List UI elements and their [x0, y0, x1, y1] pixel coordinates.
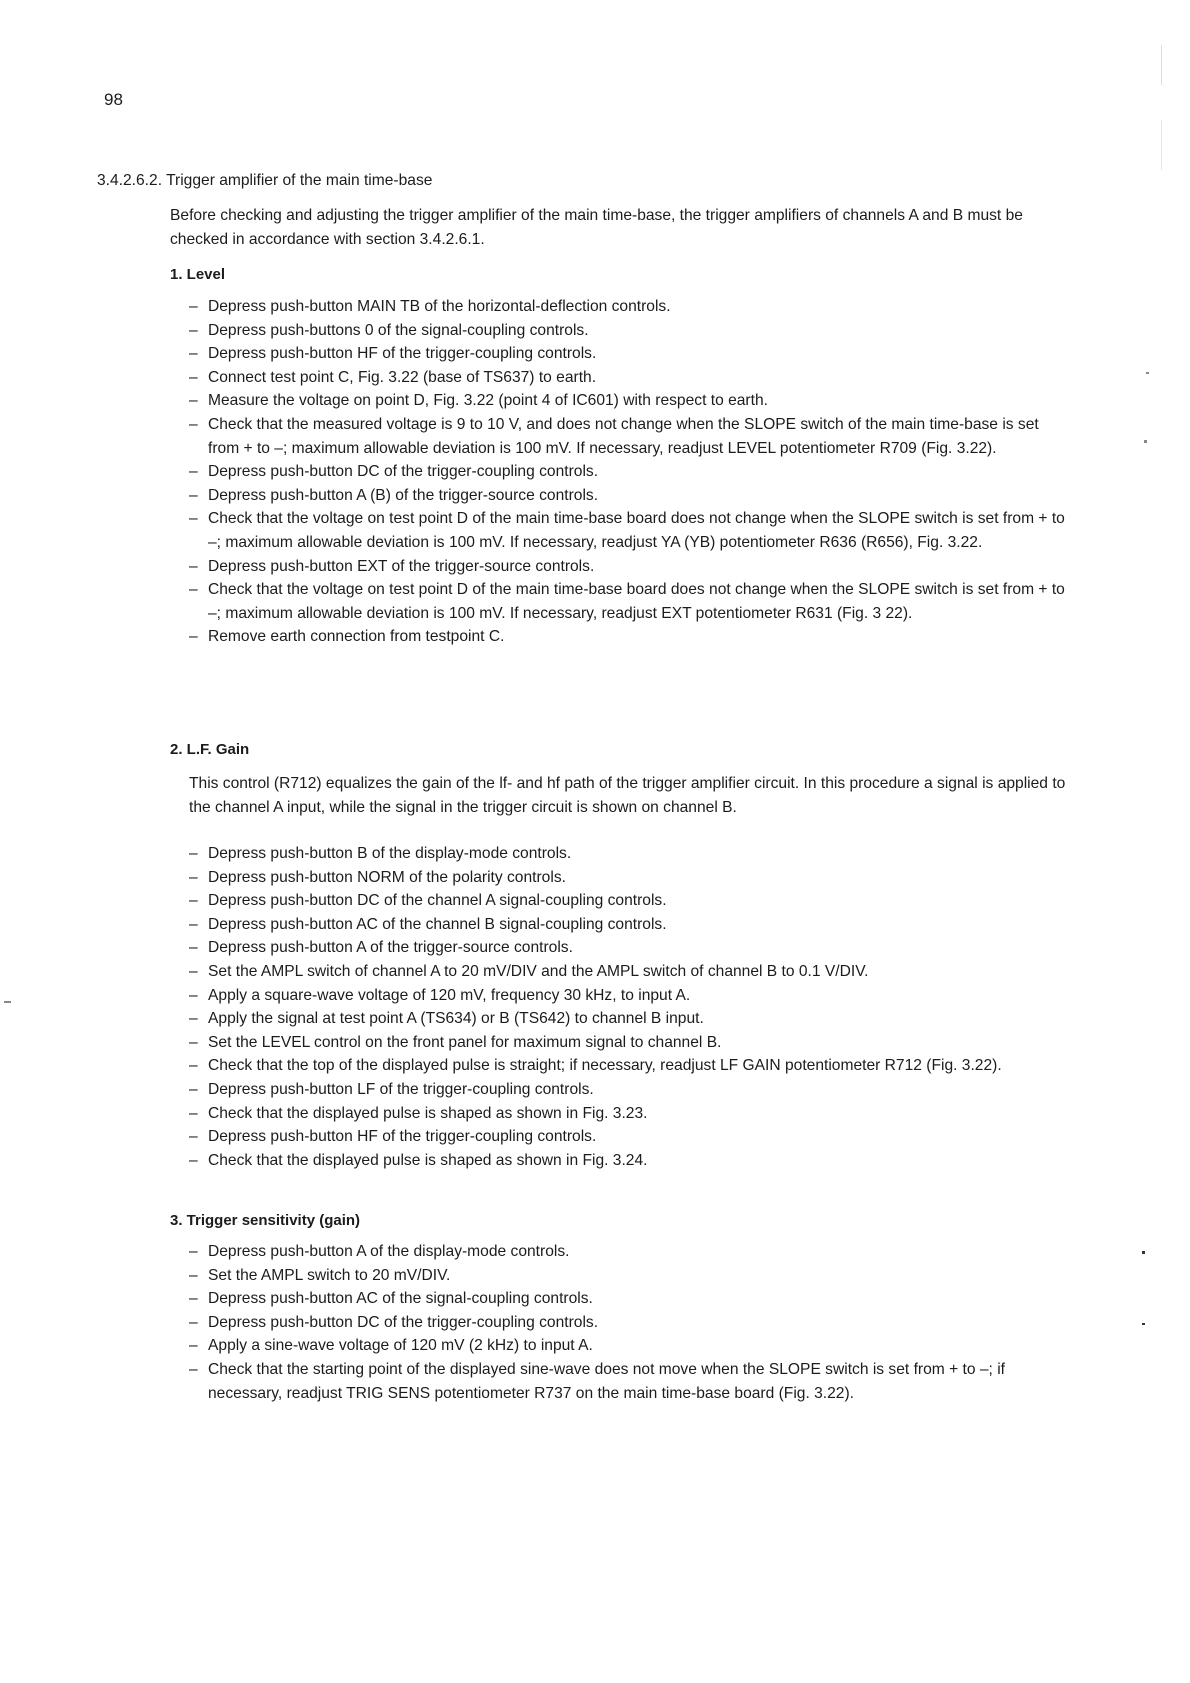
list-item: – Depress push-button A (B) of the trigger-source controls. [189, 484, 1069, 508]
intro-paragraph: Before checking and adjusting the trigger amplifier of the main time-base, the trigger amplifiers of channels A and B must be checked in accordance with section 3.4.2.6.1. [170, 207, 1023, 248]
subsection-title-level: 1. Level [170, 266, 226, 283]
list-item: – Check that the measured voltage is 9 to 10 V, and does not change when the SLOPE switch of the main time-base is set from + to –; maximum allowable deviation is 100 mV. If necessary, readjust LEVEL potentiometer R709 (Fig. 3.22). [189, 413, 1069, 460]
list-item: – Depress push-button AC of the channel B signal-coupling controls. [189, 913, 1069, 937]
subsection-title-lf-gain: 2. L.F. Gain [170, 741, 250, 758]
list-item: – Depress push-button DC of the channel A signal-coupling controls. [189, 889, 1069, 913]
list-item: – Check that the displayed pulse is shaped as shown in Fig. 3.23. [189, 1102, 1069, 1126]
trigger-sensitivity-steps-list [189, 1240, 1069, 1405]
scan-speck [1161, 45, 1162, 85]
list-item: – Apply a sine-wave voltage of 120 mV (2 kHz) to input A. [189, 1334, 1069, 1358]
list-item: – Depress push-button MAIN TB of the horizontal-deflection controls. [189, 295, 1069, 319]
scan-speck [1142, 1251, 1145, 1254]
list-item: – Depress push-buttons 0 of the signal-coupling controls. [189, 319, 1069, 343]
level-steps-list [189, 295, 1069, 649]
list-item: – Connect test point C, Fig. 3.22 (base of TS637) to earth. [189, 366, 1069, 390]
list-item: – Apply a square-wave voltage of 120 mV, frequency 30 kHz, to input A. [189, 984, 1069, 1008]
scan-speck [1146, 372, 1149, 374]
list-item: – Measure the voltage on point D, Fig. 3.22 (point 4 of IC601) with respect to earth. [189, 389, 1069, 413]
list-item: – Set the AMPL switch of channel A to 20 mV/DIV and the AMPL switch of channel B to 0.1 V/DIV. [189, 960, 1069, 984]
list-item: – Set the AMPL switch to 20 mV/DIV. [189, 1264, 1069, 1288]
list-item: – Check that the voltage on test point D of the main time-base board does not change when the SLOPE switch is set from + to –; maximum allowable deviation is 100 mV. If necessary, readjust EXT potentiometer R631 (Fig. 3 22). [189, 578, 1069, 625]
list-item: – Depress push-button DC of the trigger-coupling controls. [189, 460, 1069, 484]
list-item: – Check that the starting point of the displayed sine-wave does not move when the SLOPE switch is set from + to –; if necessary, readjust TRIG SENS potentiometer R737 on the main time-base board (Fig. 3.22). [189, 1358, 1069, 1405]
list-item: – Check that the top of the displayed pulse is straight; if necessary, readjust LF GAIN potentiometer R712 (Fig. 3.22). [189, 1054, 1069, 1078]
lf-gain-paragraph: This control (R712) equalizes the gain of the lf- and hf path of the trigger amplifier circuit. In this procedure a signal is applied to the channel A input, while the signal in the trigger circuit is shown on channel B. [189, 775, 1066, 816]
section-heading: 3.4.2.6.2. Trigger amplifier of the main time-base [97, 172, 433, 189]
scan-speck [4, 1001, 11, 1003]
scan-speck [1144, 440, 1147, 443]
list-item: – Depress push-button B of the display-mode controls. [189, 842, 1069, 866]
scan-speck [1161, 120, 1162, 170]
list-item: – Depress push-button AC of the signal-coupling controls. [189, 1287, 1069, 1311]
list-item: – Depress push-button HF of the trigger-coupling controls. [189, 1125, 1069, 1149]
list-item: – Depress push-button DC of the trigger-coupling controls. [189, 1311, 1069, 1335]
list-item: – Check that the displayed pulse is shaped as shown in Fig. 3.24. [189, 1149, 1069, 1173]
list-item: – Depress push-button NORM of the polarity controls. [189, 866, 1069, 890]
list-item: – Remove earth connection from testpoint C. [189, 625, 1069, 649]
list-item: – Depress push-button HF of the trigger-coupling controls. [189, 342, 1069, 366]
list-item: – Depress push-button A of the trigger-source controls. [189, 936, 1069, 960]
page-number: 98 [104, 90, 123, 109]
list-item: – Check that the voltage on test point D of the main time-base board does not change when the SLOPE switch is set from + to –; maximum allowable deviation is 100 mV. If necessary, readjust YA (YB) potentiometer R636 (R656), Fig. 3.22. [189, 507, 1069, 554]
list-item: – Depress push-button A of the display-mode controls. [189, 1240, 1069, 1264]
list-item: – Depress push-button EXT of the trigger-source controls. [189, 555, 1069, 579]
lf-gain-steps-list [189, 842, 1069, 1172]
list-item: – Apply the signal at test point A (TS634) or B (TS642) to channel B input. [189, 1007, 1069, 1031]
subsection-title-trigger-sensitivity: 3. Trigger sensitivity (gain) [170, 1212, 361, 1229]
scan-speck [1142, 1323, 1145, 1325]
list-item: – Depress push-button LF of the trigger-coupling controls. [189, 1078, 1069, 1102]
list-item: – Set the LEVEL control on the front panel for maximum signal to channel B. [189, 1031, 1069, 1055]
